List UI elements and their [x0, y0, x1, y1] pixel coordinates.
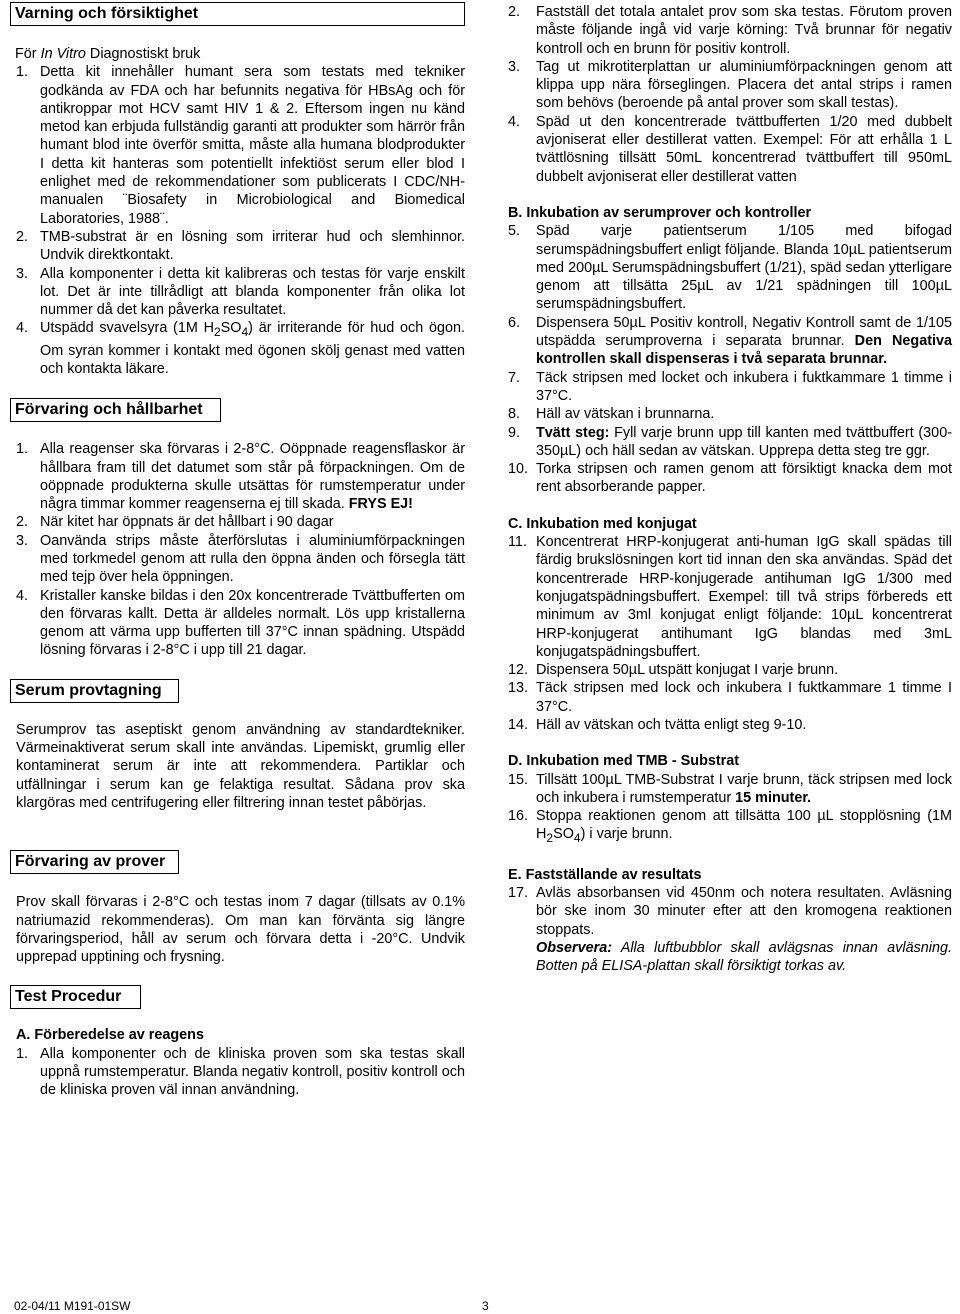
list-item: 12. Dispensera 50µL utspätt konjugat I varje brunn.	[508, 662, 839, 679]
list-e	[508, 884, 952, 975]
list-item: 7. Täck stripsen med locket och inkubera i fuktkammare 1 timme i 37°C.	[508, 369, 952, 404]
procedure-list	[10, 1045, 465, 1100]
list-item: 4. Kristaller kanske bildas i den 20x koncentrerade Tvättbufferten om den förvaras kallt. Detta är alldeles normalt. Lös upp kristallerna genom att värma upp bufferten till 37°C innan spädning. Utspädd lösning förvaras i 2-8°C i upp till 21 dagar.	[16, 587, 465, 659]
warning-list	[10, 63, 465, 378]
subhead-d: D. Inkubation med TMB - Substrat	[508, 753, 740, 770]
section-title-warning: Varning och försiktighet	[10, 2, 465, 26]
list-item: 2. Fastställ det totala antalet prov som ska testas. Förutom proven måste följande ingå vid varje körning: Två brunnar för negativ kontroll och en brunn för positiv kontroll.	[508, 4, 952, 57]
list-item: 17. Avläs absorbansen vid 450nm och notera resultaten. Avläsning bör ske inom 30 minuter efter att den kromogena reaktionen stoppats. Observera: Alla luftbubblor skall avlägsnas innan avläsning. Botten på ELISA-plattan skall försiktigt torkas av.	[508, 884, 952, 975]
subhead-b: B. Inkubation av serumprover och kontroller	[508, 204, 812, 221]
warning-intro: För In Vitro Diagnostiskt bruk	[15, 46, 201, 62]
subhead-e: E. Fastställande av resultats	[508, 866, 702, 883]
list-item: 4. Utspädd svavelsyra (1M $H_2SO_4$) är irriterande för hud och ögon. Om syran kommer i kontakt med ögonen skölj genast med vatten och kontakta läkare.	[16, 320, 465, 377]
list-item: 3. Oanvända strips måste återförslutas i aluminiumförpackningen med torkmedel genom att rulla den öppna änden och försegla tätt med tejp över hela öppningen.	[16, 532, 465, 586]
storage-list	[10, 440, 465, 660]
section-title-sampling: Serum provtagning	[10, 679, 179, 703]
sample-storage-text: Prov skall förvaras i 2-8°C och testas inom 7 dagar (tillsats av 0.1% natriumazid rekommenderas). Om man kan förvänta sig längre förvaringsperiod, håll av serum och förvara detta i -20°C. Undvik upprepad upptining och frysning.	[16, 894, 465, 966]
footer-page-number: 3	[482, 1299, 489, 1313]
list-item: 15. Tillsätt 100µL TMB-Substrat I varje brunn, täck stripsen med lock och inkubera i rumstemperatur 15 minuter.	[508, 771, 952, 806]
list-item: 8. Häll av vätskan i brunnarna.	[508, 406, 715, 423]
list-a	[508, 3, 952, 186]
footer-doc-code: 02-04/11 M191-01SW	[14, 1299, 131, 1313]
list-item: 3. Alla komponenter i detta kit kalibreras och testas för varje enskilt lot. Det är inte tillrådligt att blanda komponenter från olika lot nummer då det kan påverka resultatet.	[16, 265, 465, 319]
subhead-c: C. Inkubation med konjugat	[508, 515, 697, 532]
list-item: 13. Täck stripsen med lock och inkubera I fuktkammare 1 timme I 37°C.	[508, 680, 952, 715]
list-item: 11. Koncentrerat HRP-konjugerat anti-human IgG skall spädas till färdig brukslösningen kort tid innan den ska användas. Späd det koncentrerade HRP-konjugerade antihuman IgG 1/300 med konjugatspädningsbuffert. Exempel: till två strips förbereds ett minimum av 3ml konjugat enligt följande: 10µL koncentrerat HRP-konjugerat antihumant IgG blandas med 3mL konjugatspädningsbuffert.	[508, 534, 952, 660]
left-column	[10, 0, 465, 1100]
subhead-a: A. Förberedelse av reagens	[16, 1027, 204, 1044]
list-item: 4. Späd ut den koncentrerade tvättbufferten 1/20 med dubbelt avjoniserat eller destillerat vatten. Exempel: För att erhålla 1 L tvättlösning tillsätt 50mL koncentrerad tvättbuffert till 950mL dubbelt avjoniserat eller destillerat vatten	[508, 113, 952, 185]
list-item: 6. Dispensera 50µL Positiv kontroll, Negativ Kontroll samt de 1/105 utspädda serumproverna i separata brunnar. Den Negativa kontrollen skall dispenseras i två separata brunnar.	[508, 314, 952, 368]
list-item: 2. När kitet har öppnats är det hållbart i 90 dagar	[16, 514, 334, 531]
sampling-text: Serumprov tas aseptiskt genom användning av standardtekniker. Värmeinaktiverat serum skall inte användas. Lipemiskt, grumlig eller kontaminerat serum är inte att rekommendera. Partiklar och utfällningar i serum kan ge felaktiga resultat. Sådana prov ska klargöras med centrifugering eller filtrering innan testet påbörjas.	[16, 721, 465, 811]
list-item: 16. Stoppa reaktionen genom att tillsätta 100 µL stopplösning (1M $H_2SO_4$) i varje brunn.	[508, 808, 952, 846]
list-item: 2. TMB-substrat är en lösning som irriterar hud och slemhinnor. Undvik direktkontakt.	[16, 228, 465, 264]
list-item: 1. Detta kit innehåller humant sera som testats med tekniker godkända av FDA och har befunnits negativa för HBsAg och för antikroppar mot HCV samt HIV 1 & 2. Eftersom ingen nu känd metod kan erbjuda fullständig garanti att produkter som härrör från humant blod inte överför smitta, måste alla humana blodprodukter I detta kit hanteras som potentiellt infektiöst serum eller blod I enlighet med de rekommendationer som publicerats I CDC/NH-manualen ¨Biosafety in Microbiological and Biomedical Laboratories, 1988¨.	[16, 64, 465, 227]
list-item: 9. Tvätt steg: Fyll varje brunn upp till kanten med tvättbuffert (300-350µL) och häll sedan av vätskan. Upprepa detta steg tre ggr.	[508, 424, 952, 459]
list-b	[508, 222, 952, 496]
right-column	[508, 0, 952, 975]
section-title-storage: Förvaring och hållbarhet	[10, 398, 221, 422]
list-d	[508, 771, 952, 848]
list-item: 1. Alla komponenter och de kliniska proven som ska testas skall uppnå rumstemperatur. Blanda negativ kontroll, positiv kontroll och de kliniska proven väl innan användning.	[16, 1045, 465, 1099]
list-item: 3. Tag ut mikrotiterplattan ur aluminiumförpackningen genom att klippa upp nära förseglingen. Placera det antal strips i ramen som behövs (beroende på antal prover som skall testas).	[508, 58, 952, 112]
list-item: 1. Alla reagenser ska förvaras i 2-8°C. Oöppnade reagensflaskor är hållbara fram till det datumet som står på förpackningen. Om de oöppnade produkterna skulle utsättas för rumstemperatur under några timmar kommer reagenserna ej till skada. FRYS EJ!	[16, 441, 465, 513]
list-item: 14. Häll av vätskan och tvätta enligt steg 9-10.	[508, 716, 807, 733]
section-title-sample-storage: Förvaring av prover	[10, 850, 179, 874]
list-c	[508, 533, 952, 734]
list-item: 10. Torka stripsen och ramen genom att försiktigt knacka dem mot rent absorberande papper.	[508, 461, 952, 496]
section-title-procedure: Test Procedur	[10, 985, 141, 1009]
list-item: 5. Späd varje patientserum 1/105 med bifogad serumspädningsbuffert enligt följande. Blanda 10µL patientserum med 200µL Serumspädningsbuffert (1/21), späd sedan ytterligare genom att tillsätta 25µL av 1/21 spädningen till 100µL serumspädningsbuffert.	[508, 223, 952, 313]
